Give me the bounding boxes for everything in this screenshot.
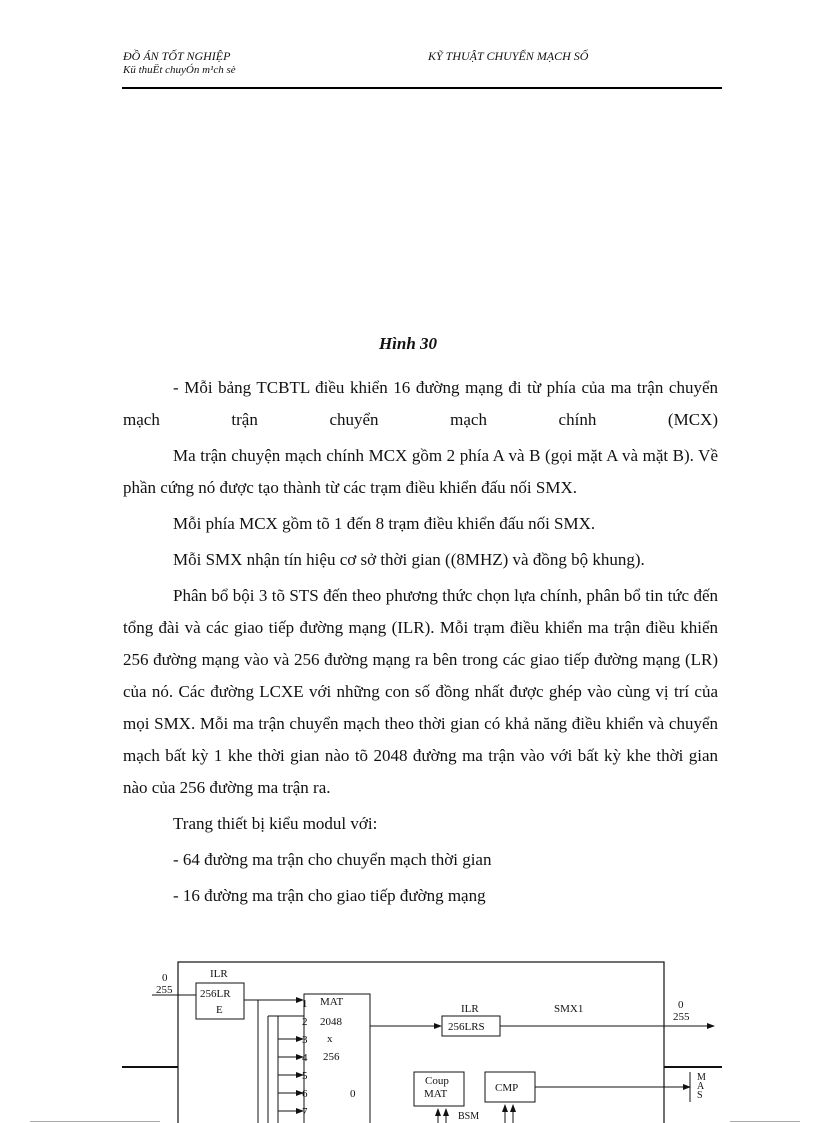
- paragraph-1: - Mỗi bảng TCBTL điều khiển 16 đường mạng đi từ phía của ma trận chuyển mạch trận chuyển mạch chính (MCX): [123, 378, 718, 429]
- ilr-right-label: ILR: [461, 1003, 479, 1015]
- input-zero-label: 0: [162, 972, 168, 984]
- figure-title: Hình 30: [378, 334, 438, 353]
- paragraph-8: - 16 đường ma trận cho giao tiếp đường mạng: [173, 886, 486, 905]
- smx-frame: [178, 962, 664, 1123]
- paragraph-6: Trang thiết bị kiểu modul với:: [173, 814, 378, 833]
- smx-label: SMX1: [554, 1003, 584, 1015]
- bsm-label: BSM: [458, 1111, 480, 1122]
- mas-m: M: [697, 1072, 706, 1083]
- output-zero-label: 0: [678, 999, 684, 1011]
- paragraph-7: - 64 đường ma trận cho chuyển mạch thời gian: [173, 850, 492, 869]
- mat-line4: 256: [323, 1051, 340, 1063]
- mat-input-number: 7: [302, 1106, 308, 1118]
- mat-input-number: 4: [302, 1052, 308, 1064]
- ilr-left-box-line1: 256LR: [200, 988, 231, 1000]
- bottom-rule-right: [730, 1121, 800, 1122]
- paragraph-4: Mỗi SMX nhận tín hiệu cơ sở thời gian ((8MHZ) và đồng bộ khung).: [173, 550, 645, 569]
- mat-line3: x: [327, 1033, 333, 1045]
- mat-input-number: 5: [302, 1070, 308, 1082]
- cmp-label: CMP: [495, 1082, 519, 1094]
- mat-input-number: 3: [302, 1034, 308, 1046]
- left-rule-stub: [122, 1066, 178, 1068]
- header-right-title: KỸ THUẬT CHUYỂN MẠCH SỐ: [428, 49, 589, 63]
- input-255-label: 255: [156, 984, 173, 996]
- header-left-subtitle: Kü thuËt chuyÓn m¹ch sè: [123, 64, 236, 76]
- paragraph-5: Phân bổ bội 3 tõ STS đến theo phương thức chọn lựa chính, phân bổ tin tức đến tổng đài và các giao tiếp đường mạng (ILR). Mỗi trạm điều khiển ma trận điều khiển 256 đường mạng vào và 256 đường mạng ra bên trong các giao tiếp đường mạng (LR) của nó. Các đường LCXE với những con số đồng nhất được ghép vào cùng vị trí của mọi SMX. Mỗi ma trận chuyển mạch theo thời gian có khả năng điều khiển và chuyển mạch bất kỳ 1 khe thời gian nào tõ 2048 đường ma trận vào với bất kỳ khe thời gian nào của 256 đường ma trận ra.: [123, 586, 718, 797]
- mas-s: S: [697, 1090, 703, 1101]
- mas-a: A: [697, 1081, 705, 1092]
- header-rule: [122, 87, 722, 89]
- header-left-title: ĐỒ ÁN TỐT NGHIỆP: [123, 49, 231, 63]
- bottom-rule-left: [30, 1121, 160, 1122]
- mat-input-number: 1: [302, 998, 308, 1010]
- paragraph-2: Ma trận chuyện mạch chính MCX gồm 2 phía A và B (gọi mặt A và mặt B). Về phần cứng nó được tạo thành từ các trạm điều khiển đấu nối SMX.: [123, 446, 718, 497]
- body-text: [123, 372, 718, 916]
- mat-line2: 2048: [320, 1016, 342, 1028]
- ilr-left-box-line2: E: [216, 1004, 223, 1016]
- mat-input-number: 2: [302, 1016, 308, 1028]
- ilr-left-label: ILR: [210, 968, 228, 980]
- mat-input-number: 6: [302, 1088, 308, 1100]
- ilr-right-box-label: 256LRS: [448, 1021, 485, 1033]
- mat-zero: 0: [350, 1088, 356, 1100]
- output-255-label: 255: [673, 1011, 690, 1023]
- coup-mat-line2: MAT: [424, 1088, 448, 1100]
- right-rule-stub: [664, 1066, 722, 1068]
- mat-line1: MAT: [320, 996, 344, 1008]
- paragraph-3: Mỗi phía MCX gồm tõ 1 đến 8 trạm điều khiển đấu nối SMX.: [173, 514, 596, 533]
- smx-diagram: [0, 955, 816, 1123]
- coup-mat-line1: Coup: [425, 1075, 449, 1087]
